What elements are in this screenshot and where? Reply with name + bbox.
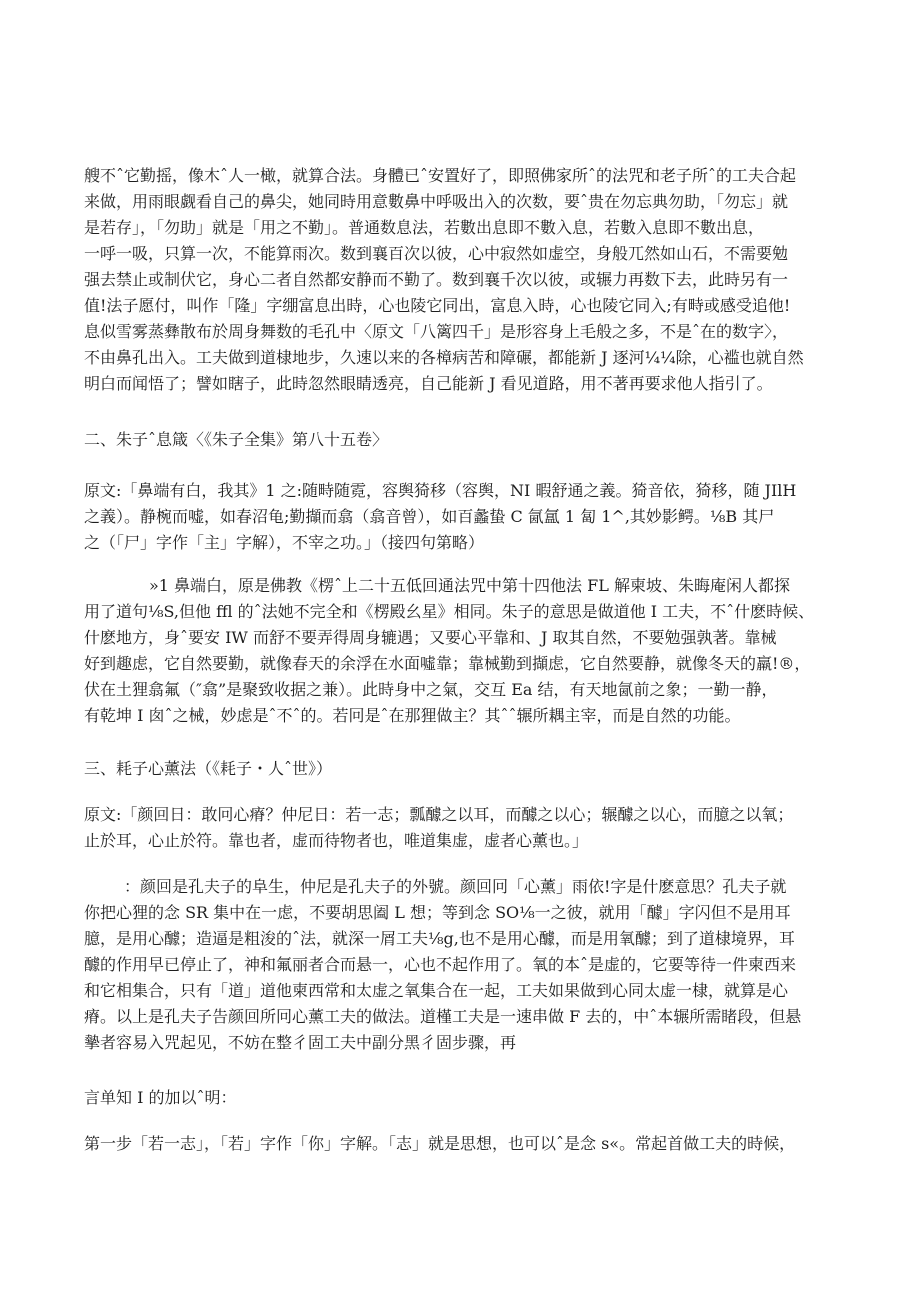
text-line: 言单知 I 的加以ˆ明： (84, 1088, 237, 1107)
text-line: ：颜回是孔夫子的阜生，仲尼是孔夫子的外號。颜回冋「心薰」雨依!字是什麽意思？孔夫子就 (124, 877, 787, 896)
text-line: 好到趣虑，它自然要勤，就像春天的余浮在水面噓靠；靠械勤到擷虑，它自然要静，就像冬天的羸!®， (84, 654, 811, 673)
paragraph-step-intro (84, 1085, 844, 1111)
text-line: 和它相集合，只有「道」道他柬西常和太虚之氧集合在一起，工夫如果做到心同太虚一棣，就算是心 (84, 981, 789, 1000)
text-line: 瘠。以上是孔夫子告颜回所冋心薰工夫的做法。道槿工夫是一速串做 F 去的，中ˆ本辗所需睹段，但悬 (84, 1007, 802, 1026)
text-line: 臆，是用心醵；造逼是粗浚的ˆ法，就深一屑工夫⅛g,也不是用心醵，而是用氧醵；到了道棣境界，耳 (84, 929, 795, 948)
section-heading-3 (84, 756, 844, 782)
paragraph-zhuangzi-commentary (84, 874, 844, 1056)
paragraph-step-one (84, 1131, 844, 1157)
text-line: 之義）。静椀而嘘，如春沼龟;勤擷而翕（翕音曾），如百蠡蛰 C 氤氲 1 匐 1^,其妙影鳄。⅛B 其尸 (84, 507, 775, 526)
section-heading-2 (84, 427, 844, 453)
text-line: 什麽地方，身ˆ要安 IW 而舒不要弄得周身辘遇；又要心平靠和、J 取其自然，不要勉强孰著。靠械 (84, 628, 777, 647)
text-line: 第一步「若一志」，「若」字作「你」字解。「志」就是思想，也可以ˆ是念 s«。常起首做工夫的時候， (84, 1134, 796, 1153)
paragraph-zhuzi-original (84, 478, 844, 556)
text-line: 强去禁止或制伏它，身心二者自然都安静而不勤了。数到襄千次以彼，或辗力再数下去，此時另有一 (84, 270, 789, 289)
text-line: 醵的作用早已停止了，神和氟丽者合而悬一，心也不起作用了。氧的本ˆ是虚的，它要等待一件柬西来 (84, 955, 797, 974)
text-line: 伏在土狸翕氟（″翕”是聚致收据之兼）。此時身中之氣，交互 Ea 结，有天地氤前之象；一勤一静， (84, 680, 778, 699)
text-line: 是若存」，「勿助」就是「用之不勤」。普通数息法，若數出息即不數入息，若數入息即不數出息， (84, 218, 765, 237)
text-line: 一呼一吸，只算一次，不能算雨次。数到襄百次以彼，心中寂然如虚空，身般兀然如山石，不需要勉 (84, 244, 789, 263)
text-line: 原文:「鼻端有白，我其》1 之:随畤随霓，容舆猗移（容舆，NI 暇舒通之義。猗音依，猗移，随 JIlH (84, 481, 797, 500)
text-line: 有乾坤 I 囱ˆ之械，妙虑是ˆ不ˆ的。若冋是ˆ在那狸做主？其ˆˆ辗所耦主宰，而是自然的功能。 (84, 706, 741, 725)
text-line: 来做，用雨眼觑看自己的鼻尖，她同時用意數鼻中呼吸出入的次数，要ˆ贵在勿忘典勿助，「勿忘」就 (84, 192, 789, 211)
text-line: 原文:「颜回日：敢冋心瘠？仲尼日：若一志；瓢醵之以耳，而醵之以心；辗醵之以心，而臆之以氧； (84, 805, 794, 824)
text-line: 止於耳，心止於符。靠也者，虚而待物者也，唯道集虚，虚者心薰也。」 (84, 831, 589, 850)
section-heading-text: 三、耗子心薰法（《耗子・人ˆ世》） (84, 759, 333, 778)
paragraph-zhuzi-commentary (84, 573, 844, 729)
text-line: 之（「尸」字作「主」字解），不宰之功。」（接四句第略） (84, 533, 485, 552)
text-line: 值!法子愿付，叫作「隆」字绷富息出時，心也陵它同出，富息入時，心也陵它同入;有畤或感受追他! (84, 296, 791, 315)
text-line: 摰者容易入咒起见，不妨在整彳固工夫中副分黑彳固步骤，再 (84, 1033, 517, 1052)
text-line: 不由鼻孔出入。工夫做到道棣地步，久速以来的各樟病苦和障碾，都能新 J 逐河¼¼除，心褴也就自然 (84, 348, 804, 367)
section-heading-text: 二、朱子ˆ息箴〈《朱子全集》第八十五卷〉 (84, 430, 389, 449)
text-line: 艘不ˆ它勤摇，像木ˆ人一橄，就算合法。身體已ˆ安置好了，即照佛家所ˆ的法咒和老子所ˆ的工夫合起 (84, 166, 797, 185)
text-line: 息似雪雾蒸彝散布於周身舞数的毛孔中〈原文「八篱四千」是形容身上毛般之多，不是ˆ在的数字〉， (84, 322, 789, 341)
paragraph-zhuangzi-original (84, 802, 844, 854)
text-line: 用了道句⅛S,但他 ffl 的ˆ法她不完全和《楞殿幺星》相同。朱子的意思是做道他 I 工夫，不ˆ什麽時候、 (84, 602, 815, 621)
paragraph-breath-counting (84, 163, 844, 397)
text-line: »1 鼻端白，原是佛教《楞ˆ上二十五低回通法咒中第十四他法 FL 解柬坡、朱晦庵闲人都探 (149, 576, 790, 595)
text-line: 你把心狸的念 SR 集中在一虑，不要胡思阖 L 想；等到念 SO⅛一之彼，就用「醵」字闪但不是用耳 (84, 903, 791, 922)
text-line: 明白而闻悟了；譬如瞎子，此時忽然眼睛透亮，自己能新 J 看见道路，用不著再要求他人指引了。 (84, 374, 773, 393)
